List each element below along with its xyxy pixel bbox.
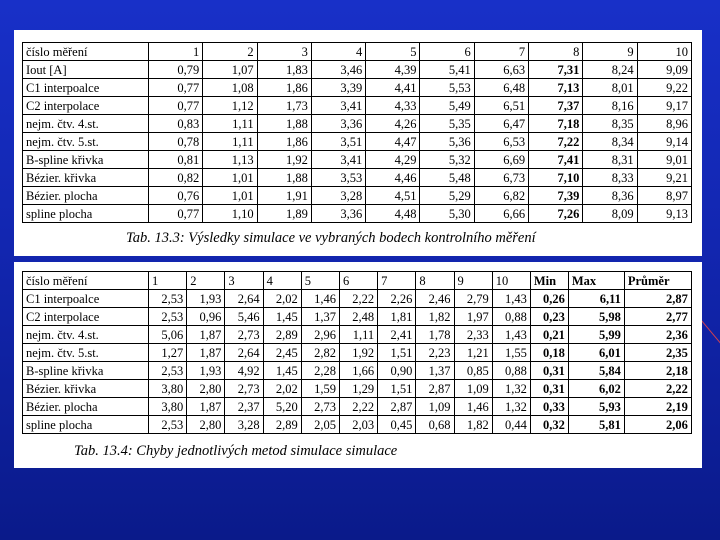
table-cell: 6,63 (474, 61, 528, 79)
table-row (23, 362, 692, 380)
table-cell: 5,30 (420, 205, 474, 223)
table-row (23, 308, 692, 326)
table-cell: 1,27 (149, 344, 187, 362)
header-cell: 8 (416, 272, 454, 290)
table-cell: 1,21 (454, 344, 492, 362)
table-row (23, 398, 692, 416)
table-cell: 6,51 (474, 97, 528, 115)
table-row (23, 290, 692, 308)
table-cell: 1,11 (339, 326, 377, 344)
table-cell: 6,48 (474, 79, 528, 97)
table-row (23, 344, 692, 362)
row-label-cell: C1 interpoalce (23, 290, 149, 308)
table-cell: 0,77 (149, 97, 203, 115)
table-cell: 0,88 (492, 362, 530, 380)
table-cell: 1,91 (257, 187, 311, 205)
header-cell: 6 (339, 272, 377, 290)
header-cell: Průměr (624, 272, 691, 290)
header-cell: 9 (454, 272, 492, 290)
table-cell: 7,10 (529, 169, 583, 187)
table-cell: 5,49 (420, 97, 474, 115)
header-cell: 1 (149, 272, 187, 290)
table-cell: 0,90 (378, 362, 416, 380)
table-cell: 4,51 (366, 187, 420, 205)
table-cell: 1,55 (492, 344, 530, 362)
table-cell: 1,97 (454, 308, 492, 326)
table-cell: 3,41 (311, 97, 365, 115)
table-cell: 2,80 (187, 380, 225, 398)
min-cell: 0,18 (530, 344, 568, 362)
table-row (23, 326, 692, 344)
table-cell: 0,78 (149, 133, 203, 151)
table-cell: 3,80 (149, 380, 187, 398)
table-cell: 4,33 (366, 97, 420, 115)
table-cell: 0,85 (454, 362, 492, 380)
row-label-cell: Bézier. plocha (23, 398, 149, 416)
table-cell: 2,28 (301, 362, 339, 380)
row-label-cell: C1 interpoalce (23, 79, 149, 97)
table-cell: 1,92 (339, 344, 377, 362)
table-cell: 1,09 (454, 380, 492, 398)
table-cell: 6,73 (474, 169, 528, 187)
table-cell: 1,82 (416, 308, 454, 326)
table-cell: 4,39 (366, 61, 420, 79)
table-cell: 1,73 (257, 97, 311, 115)
table-cell: 0,96 (187, 308, 225, 326)
table-cell: 1,32 (492, 398, 530, 416)
header-cell: 10 (492, 272, 530, 290)
table-row (23, 380, 692, 398)
table-cell: 1,45 (263, 308, 301, 326)
errors-panel (14, 262, 702, 468)
table-cell: 8,34 (583, 133, 637, 151)
table-cell: 2,53 (149, 290, 187, 308)
table-cell: 2,41 (378, 326, 416, 344)
table-cell: 2,73 (301, 398, 339, 416)
table-cell: 8,36 (583, 187, 637, 205)
table-cell: 1,07 (203, 61, 257, 79)
min-cell: 0,31 (530, 380, 568, 398)
header-cell: 8 (529, 43, 583, 61)
table-cell: 2,53 (149, 308, 187, 326)
table-row (23, 169, 692, 187)
min-cell: 0,23 (530, 308, 568, 326)
average-cell: 2,35 (624, 344, 691, 362)
table-cell: 2,02 (263, 290, 301, 308)
results-panel (14, 30, 702, 256)
table-cell: 7,37 (529, 97, 583, 115)
row-label-cell: nejm. čtv. 4.st. (23, 326, 149, 344)
average-cell: 2,19 (624, 398, 691, 416)
header-cell: Max (568, 272, 624, 290)
header-cell: 9 (583, 43, 637, 61)
table-header-row (23, 272, 692, 290)
row-label-cell: nejm. čtv. 5.st. (23, 344, 149, 362)
table-cell: 2,03 (339, 416, 377, 434)
table-cell: 2,87 (378, 398, 416, 416)
table-cell: 1,82 (454, 416, 492, 434)
table-cell: 7,22 (529, 133, 583, 151)
table-cell: 7,31 (529, 61, 583, 79)
table-cell: 5,41 (420, 61, 474, 79)
table-cell: 1,93 (187, 290, 225, 308)
table-cell: 1,89 (257, 205, 311, 223)
table-cell: 2,26 (378, 290, 416, 308)
average-cell: 2,36 (624, 326, 691, 344)
row-label-cell: Iout [A] (23, 61, 149, 79)
table-cell: 3,28 (311, 187, 365, 205)
table-cell: 1,88 (257, 115, 311, 133)
table-cell: 2,22 (339, 290, 377, 308)
min-cell: 0,21 (530, 326, 568, 344)
table-cell: 6,82 (474, 187, 528, 205)
table-cell: 0,44 (492, 416, 530, 434)
row-label-cell: Bézier. křivka (23, 380, 149, 398)
header-cell: 7 (474, 43, 528, 61)
table-cell: 3,28 (225, 416, 263, 434)
table-cell: 4,46 (366, 169, 420, 187)
header-cell: 6 (420, 43, 474, 61)
table-cell: 1,51 (378, 380, 416, 398)
table-cell: 3,53 (311, 169, 365, 187)
table-cell: 1,93 (187, 362, 225, 380)
header-cell: 5 (366, 43, 420, 61)
table-cell: 1,43 (492, 290, 530, 308)
table-cell: 2,87 (416, 380, 454, 398)
table-cell: 8,35 (583, 115, 637, 133)
table-cell: 0,81 (149, 151, 203, 169)
min-cell: 0,31 (530, 362, 568, 380)
table-cell: 2,73 (225, 380, 263, 398)
table-cell: 1,01 (203, 187, 257, 205)
max-cell: 5,84 (568, 362, 624, 380)
row-label-cell: C2 interpolace (23, 308, 149, 326)
table-cell: 9,22 (637, 79, 691, 97)
table-cell: 1,87 (187, 398, 225, 416)
table-cell: 2,02 (263, 380, 301, 398)
errors-table (22, 271, 692, 434)
header-cell: 5 (301, 272, 339, 290)
table-cell: 7,26 (529, 205, 583, 223)
max-cell: 5,81 (568, 416, 624, 434)
average-cell: 2,22 (624, 380, 691, 398)
table-cell: 2,37 (225, 398, 263, 416)
table-row (23, 187, 692, 205)
table-cell: 3,46 (311, 61, 365, 79)
header-cell: 2 (203, 43, 257, 61)
table-cell: 6,69 (474, 151, 528, 169)
header-cell: 2 (187, 272, 225, 290)
table-cell: 1,46 (301, 290, 339, 308)
table-cell: 5,53 (420, 79, 474, 97)
table-cell: 2,46 (416, 290, 454, 308)
table-cell: 0,45 (378, 416, 416, 434)
table-cell: 0,76 (149, 187, 203, 205)
table-cell: 4,48 (366, 205, 420, 223)
min-cell: 0,33 (530, 398, 568, 416)
table-cell: 1,37 (301, 308, 339, 326)
header-label-cell: číslo měření (23, 272, 149, 290)
average-cell: 2,06 (624, 416, 691, 434)
max-cell: 6,01 (568, 344, 624, 362)
table-cell: 0,68 (416, 416, 454, 434)
average-cell: 2,77 (624, 308, 691, 326)
max-cell: 5,99 (568, 326, 624, 344)
table-cell: 8,96 (637, 115, 691, 133)
table-cell: 9,14 (637, 133, 691, 151)
average-cell: 2,87 (624, 290, 691, 308)
table-cell: 1,29 (339, 380, 377, 398)
table-cell: 9,09 (637, 61, 691, 79)
table-cell: 7,18 (529, 115, 583, 133)
table-row (23, 416, 692, 434)
table-cell: 9,01 (637, 151, 691, 169)
table-cell: 1,45 (263, 362, 301, 380)
table-cell: 3,39 (311, 79, 365, 97)
table-cell: 8,01 (583, 79, 637, 97)
table-cell: 4,47 (366, 133, 420, 151)
table-cell: 1,11 (203, 133, 257, 151)
max-cell: 6,11 (568, 290, 624, 308)
table-row (23, 133, 692, 151)
table-cell: 2,89 (263, 416, 301, 434)
table-cell: 2,22 (339, 398, 377, 416)
table-cell: 2,96 (301, 326, 339, 344)
table-cell: 1,59 (301, 380, 339, 398)
table-cell: 2,05 (301, 416, 339, 434)
header-cell: 4 (263, 272, 301, 290)
table-cell: 9,21 (637, 169, 691, 187)
table-cell: 1,43 (492, 326, 530, 344)
row-label-cell: nejm. čtv. 5.st. (23, 133, 149, 151)
row-label-cell: B-spline křivka (23, 151, 149, 169)
table-row (23, 61, 692, 79)
table-cell: 8,16 (583, 97, 637, 115)
table-cell: 2,89 (263, 326, 301, 344)
table-cell: 4,41 (366, 79, 420, 97)
table-cell: 2,53 (149, 362, 187, 380)
table-cell: 1,37 (416, 362, 454, 380)
table-cell: 2,64 (225, 344, 263, 362)
table-cell: 5,32 (420, 151, 474, 169)
table-cell: 9,13 (637, 205, 691, 223)
table-cell: 1,11 (203, 115, 257, 133)
table-cell: 2,64 (225, 290, 263, 308)
table-cell: 1,09 (416, 398, 454, 416)
table-cell: 1,13 (203, 151, 257, 169)
table-cell: 4,92 (225, 362, 263, 380)
table-cell: 2,23 (416, 344, 454, 362)
table-cell: 7,41 (529, 151, 583, 169)
table-cell: 9,17 (637, 97, 691, 115)
table-cell: 8,33 (583, 169, 637, 187)
average-cell: 2,18 (624, 362, 691, 380)
table-cell: 7,39 (529, 187, 583, 205)
row-label-cell: Bézier. křivka (23, 169, 149, 187)
table-cell: 8,09 (583, 205, 637, 223)
table-cell: 1,32 (492, 380, 530, 398)
table-cell: 6,66 (474, 205, 528, 223)
row-label-cell: B-spline křivka (23, 362, 149, 380)
table-cell: 1,88 (257, 169, 311, 187)
table-cell: 5,06 (149, 326, 187, 344)
min-cell: 0,26 (530, 290, 568, 308)
table-cell: 8,97 (637, 187, 691, 205)
row-label-cell: spline plocha (23, 205, 149, 223)
header-cell: 3 (225, 272, 263, 290)
results-table (22, 42, 692, 223)
table-cell: 4,29 (366, 151, 420, 169)
table-cell: 2,79 (454, 290, 492, 308)
max-cell: 5,98 (568, 308, 624, 326)
table-row (23, 115, 692, 133)
table-cell: 1,83 (257, 61, 311, 79)
table-row (23, 79, 692, 97)
row-label-cell: Bézier. plocha (23, 187, 149, 205)
table-cell: 1,08 (203, 79, 257, 97)
table-cell: 2,48 (339, 308, 377, 326)
table-cell: 6,47 (474, 115, 528, 133)
table-cell: 1,81 (378, 308, 416, 326)
min-cell: 0,32 (530, 416, 568, 434)
errors-table-caption: Tab. 13.4: Chyby jednotlivých metod simulace simulace (74, 443, 398, 459)
header-cell: Min (530, 272, 568, 290)
table-cell: 5,20 (263, 398, 301, 416)
table-cell: 2,45 (263, 344, 301, 362)
table-cell: 0,88 (492, 308, 530, 326)
table-cell: 6,53 (474, 133, 528, 151)
table-cell: 1,78 (416, 326, 454, 344)
table-cell: 3,36 (311, 205, 365, 223)
table-cell: 8,31 (583, 151, 637, 169)
table-cell: 1,01 (203, 169, 257, 187)
table-cell: 2,80 (187, 416, 225, 434)
max-cell: 5,93 (568, 398, 624, 416)
results-table-caption: Tab. 13.3: Výsledky simulace ve vybraných bodech kontrolního měření (126, 230, 536, 246)
row-label-cell: spline plocha (23, 416, 149, 434)
table-cell: 1,87 (187, 344, 225, 362)
table-cell: 1,66 (339, 362, 377, 380)
table-cell: 1,87 (187, 326, 225, 344)
table-cell: 0,77 (149, 205, 203, 223)
table-cell: 0,79 (149, 61, 203, 79)
table-cell: 0,83 (149, 115, 203, 133)
table-cell: 0,77 (149, 79, 203, 97)
table-header-row (23, 43, 692, 61)
table-cell: 7,13 (529, 79, 583, 97)
table-cell: 1,10 (203, 205, 257, 223)
table-cell: 2,73 (225, 326, 263, 344)
table-cell: 4,26 (366, 115, 420, 133)
table-cell: 2,33 (454, 326, 492, 344)
header-cell: 3 (257, 43, 311, 61)
table-cell: 5,35 (420, 115, 474, 133)
max-cell: 6,02 (568, 380, 624, 398)
table-cell: 2,53 (149, 416, 187, 434)
table-cell: 8,24 (583, 61, 637, 79)
table-cell: 1,46 (454, 398, 492, 416)
table-cell: 5,46 (225, 308, 263, 326)
table-cell: 1,12 (203, 97, 257, 115)
table-cell: 3,41 (311, 151, 365, 169)
table-cell: 1,92 (257, 151, 311, 169)
table-cell: 5,29 (420, 187, 474, 205)
table-row (23, 97, 692, 115)
header-cell: 7 (378, 272, 416, 290)
table-cell: 3,51 (311, 133, 365, 151)
row-label-cell: nejm. čtv. 4.st. (23, 115, 149, 133)
table-row (23, 205, 692, 223)
header-label-cell: číslo měření (23, 43, 149, 61)
decorative-line (699, 318, 720, 349)
table-cell: 1,86 (257, 79, 311, 97)
table-row (23, 151, 692, 169)
table-cell: 0,82 (149, 169, 203, 187)
row-label-cell: C2 interpolace (23, 97, 149, 115)
table-cell: 3,80 (149, 398, 187, 416)
table-cell: 2,82 (301, 344, 339, 362)
table-cell: 3,36 (311, 115, 365, 133)
header-cell: 1 (149, 43, 203, 61)
table-cell: 5,48 (420, 169, 474, 187)
header-cell: 10 (637, 43, 691, 61)
table-cell: 1,86 (257, 133, 311, 151)
table-cell: 1,51 (378, 344, 416, 362)
table-cell: 5,36 (420, 133, 474, 151)
header-cell: 4 (311, 43, 365, 61)
